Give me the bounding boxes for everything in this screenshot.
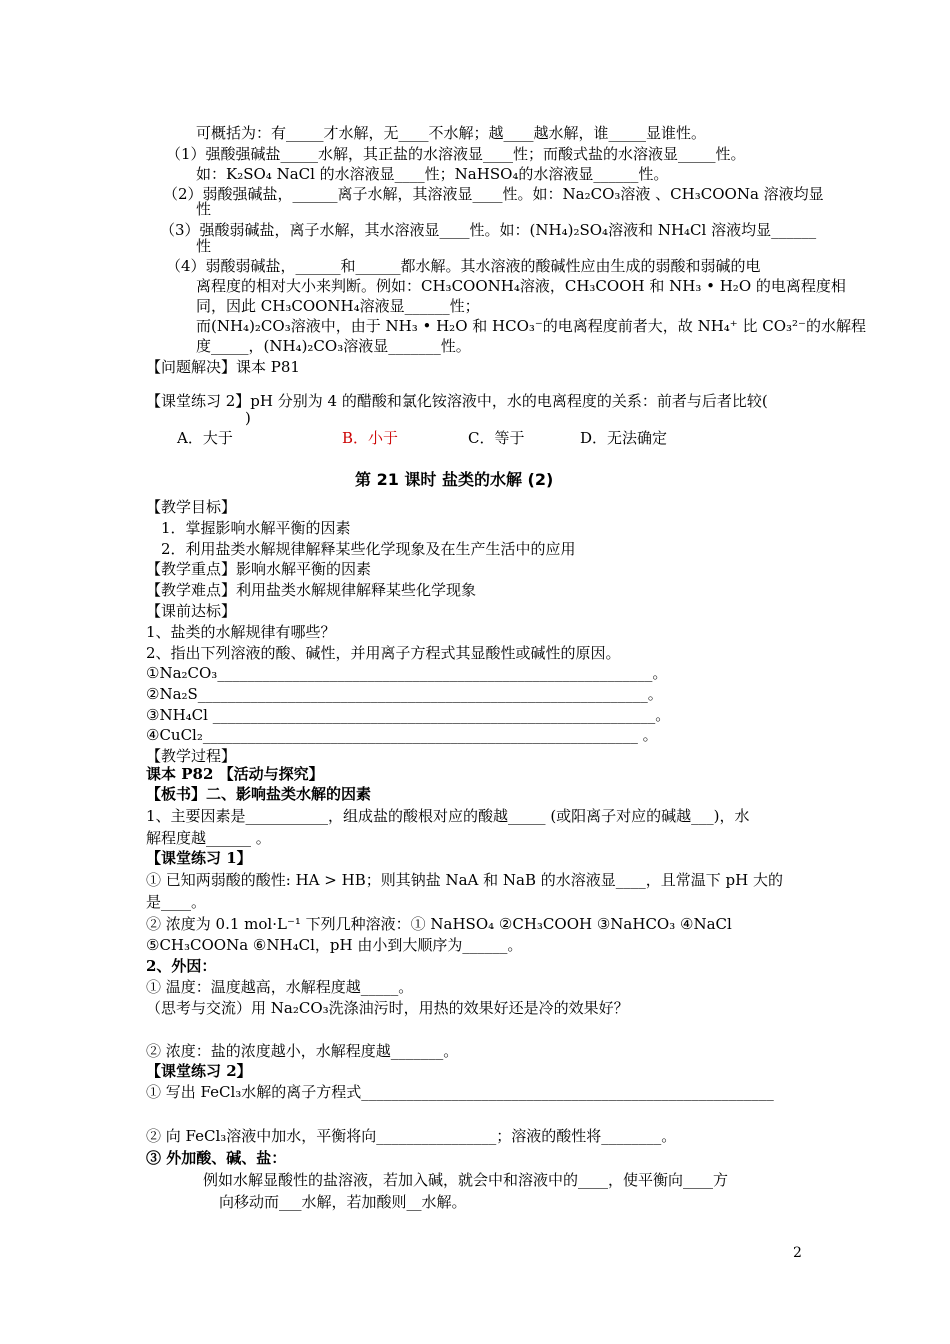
text-line: ④CuCl₂__________________________________________________________ 。 bbox=[146, 726, 658, 744]
text-line: 向移动而___水解，若加酸则__水解。 bbox=[219, 1193, 467, 1211]
text-line: 【课堂练习 1】 bbox=[146, 849, 252, 867]
text-line: 同，因此 CH₃COONH₄溶液显______性； bbox=[196, 297, 480, 315]
text-line: ) bbox=[245, 409, 251, 427]
text-line: ① 写出 FeCl₃水解的离子方程式_______________________________________________________ bbox=[146, 1083, 774, 1101]
text-line: 1、盐类的水解规律有哪些？ bbox=[146, 623, 336, 641]
text-line: （3）强酸弱碱盐，离子水解，其水溶液显____性。如：(NH₄)₂SO₄溶液和 NH₄Cl 溶液均显______ bbox=[160, 221, 817, 239]
text-line: ② 浓度：盐的浓度越小，水解程度越_______。 bbox=[146, 1042, 459, 1060]
page-number: 2 bbox=[793, 1245, 802, 1261]
text-line: 【课堂练习 2】 bbox=[146, 1062, 252, 1080]
option-c: C．等于 bbox=[468, 429, 525, 447]
text-line: 【教学过程】 bbox=[146, 747, 237, 765]
text-line: 度_____，(NH₄)₂CO₃溶液显_______性。 bbox=[196, 337, 471, 355]
text-line: 【教学难点】利用盐类水解规律解释某些化学现象 bbox=[146, 581, 477, 599]
text-line: 2、指出下列溶液的酸、碱性，并用离子方程式其显酸性或碱性的原因。 bbox=[146, 644, 621, 662]
text-line: 1、主要因素是___________，组成盐的酸根对应的酸越_____ (或阳离子对应的碱越___)，水 bbox=[146, 807, 750, 825]
option-b: B．小于 bbox=[342, 429, 399, 447]
text-line: 【课堂练习 2】pH 分别为 4 的醋酸和氯化铵溶液中，水的电离程度的关系：前者与后者比较( bbox=[146, 392, 768, 410]
text-line: ② 向 FeCl₃溶液中加水，平衡将向________________；溶液的酸性将________。 bbox=[146, 1127, 677, 1145]
text-line: 而(NH₄)₂CO₃溶液中，由于 NH₃ • H₂O 和 HCO₃⁻的电离程度前者大，故 NH₄⁺ 比 CO₃²⁻的水解程 bbox=[196, 317, 866, 335]
option-d: D．无法确定 bbox=[580, 429, 668, 447]
text-line: ② 浓度为 0.1 mol·L⁻¹ 下列几种溶液：① NaHSO₄ ②CH₃COOH ③NaHCO₃ ④NaCl bbox=[146, 915, 732, 933]
text-line: 2．利用盐类水解规律解释某些化学现象及在生产生活中的应用 bbox=[161, 540, 576, 558]
text-line: （1）强酸强碱盐_____水解，其正盐的水溶液显____性；而酸式盐的水溶液显_____性。 bbox=[166, 145, 746, 163]
text-line: ⑤CH₃COONa ⑥NH₄Cl，pH 由小到大顺序为______。 bbox=[146, 936, 523, 954]
text-line: ① 已知两弱酸的酸性: HA > HB；则其钠盐 NaA 和 NaB 的水溶液显____，且常温下 pH 大的 bbox=[146, 871, 783, 889]
text-line: 【课前达标】 bbox=[146, 602, 237, 620]
text-line: ②Na₂S____________________________________________________________。 bbox=[146, 685, 663, 703]
lesson-title: 第 21 课时 盐类的水解 (2) bbox=[355, 470, 554, 489]
text-line: ③NH₄Cl ___________________________________________________________。 bbox=[146, 706, 671, 724]
text-line: 性 bbox=[196, 200, 212, 218]
text-line: 【教学重点】影响水解平衡的因素 bbox=[146, 560, 372, 578]
text-line: 1．掌握影响水解平衡的因素 bbox=[161, 519, 351, 537]
text-line: ① 温度：温度越高，水解程度越_____。 bbox=[146, 978, 414, 996]
text-line: 例如水解显酸性的盐溶液，若加入碱，就会中和溶液中的____，使平衡向____方 bbox=[203, 1171, 729, 1189]
text-line: ①Na₂CO₃__________________________________________________________。 bbox=[146, 664, 668, 682]
text-line: （4）弱酸弱碱盐，______和______都水解。其水溶液的酸碱性应由生成的弱酸和弱碱的电 bbox=[166, 257, 761, 275]
text-line: 解程度越______ 。 bbox=[146, 829, 271, 847]
text-line: ③ 外加酸、碱、盐： bbox=[146, 1149, 287, 1167]
text-line: 离程度的相对大小来判断。例如：CH₃COONH₄溶液，CH₃COOH 和 NH₃ • H₂O 的电离程度相 bbox=[196, 277, 846, 295]
text-line: 2、外因： bbox=[146, 957, 217, 975]
text-line: 【板书】二、影响盐类水解的因素 bbox=[146, 785, 372, 803]
text-line: 【问题解决】课本 P81 bbox=[146, 358, 300, 376]
text-line: 如：K₂SO₄ NaCl 的水溶液显____性；NaHSO₄的水溶液显______性。 bbox=[196, 165, 669, 183]
text-line: 可概括为：有_____才水解，无____不水解；越____越水解，谁_____显谁性。 bbox=[196, 124, 707, 142]
text-line: 是____。 bbox=[146, 893, 207, 911]
text-line: 性 bbox=[196, 237, 212, 255]
text-line: （2）弱酸强碱盐，______离子水解，其溶液显____性。如：Na₂CO₃溶液 、CH₃COONa 溶液均显 bbox=[163, 185, 824, 203]
text-line: （思考与交流）用 Na₂CO₃洗涤油污时，用热的效果好还是冷的效果好？ bbox=[146, 999, 629, 1017]
text-line: 课本 P82 【活动与探究】 bbox=[146, 765, 324, 783]
option-a: A．大于 bbox=[177, 429, 233, 447]
text-line: 【教学目标】 bbox=[146, 498, 237, 516]
